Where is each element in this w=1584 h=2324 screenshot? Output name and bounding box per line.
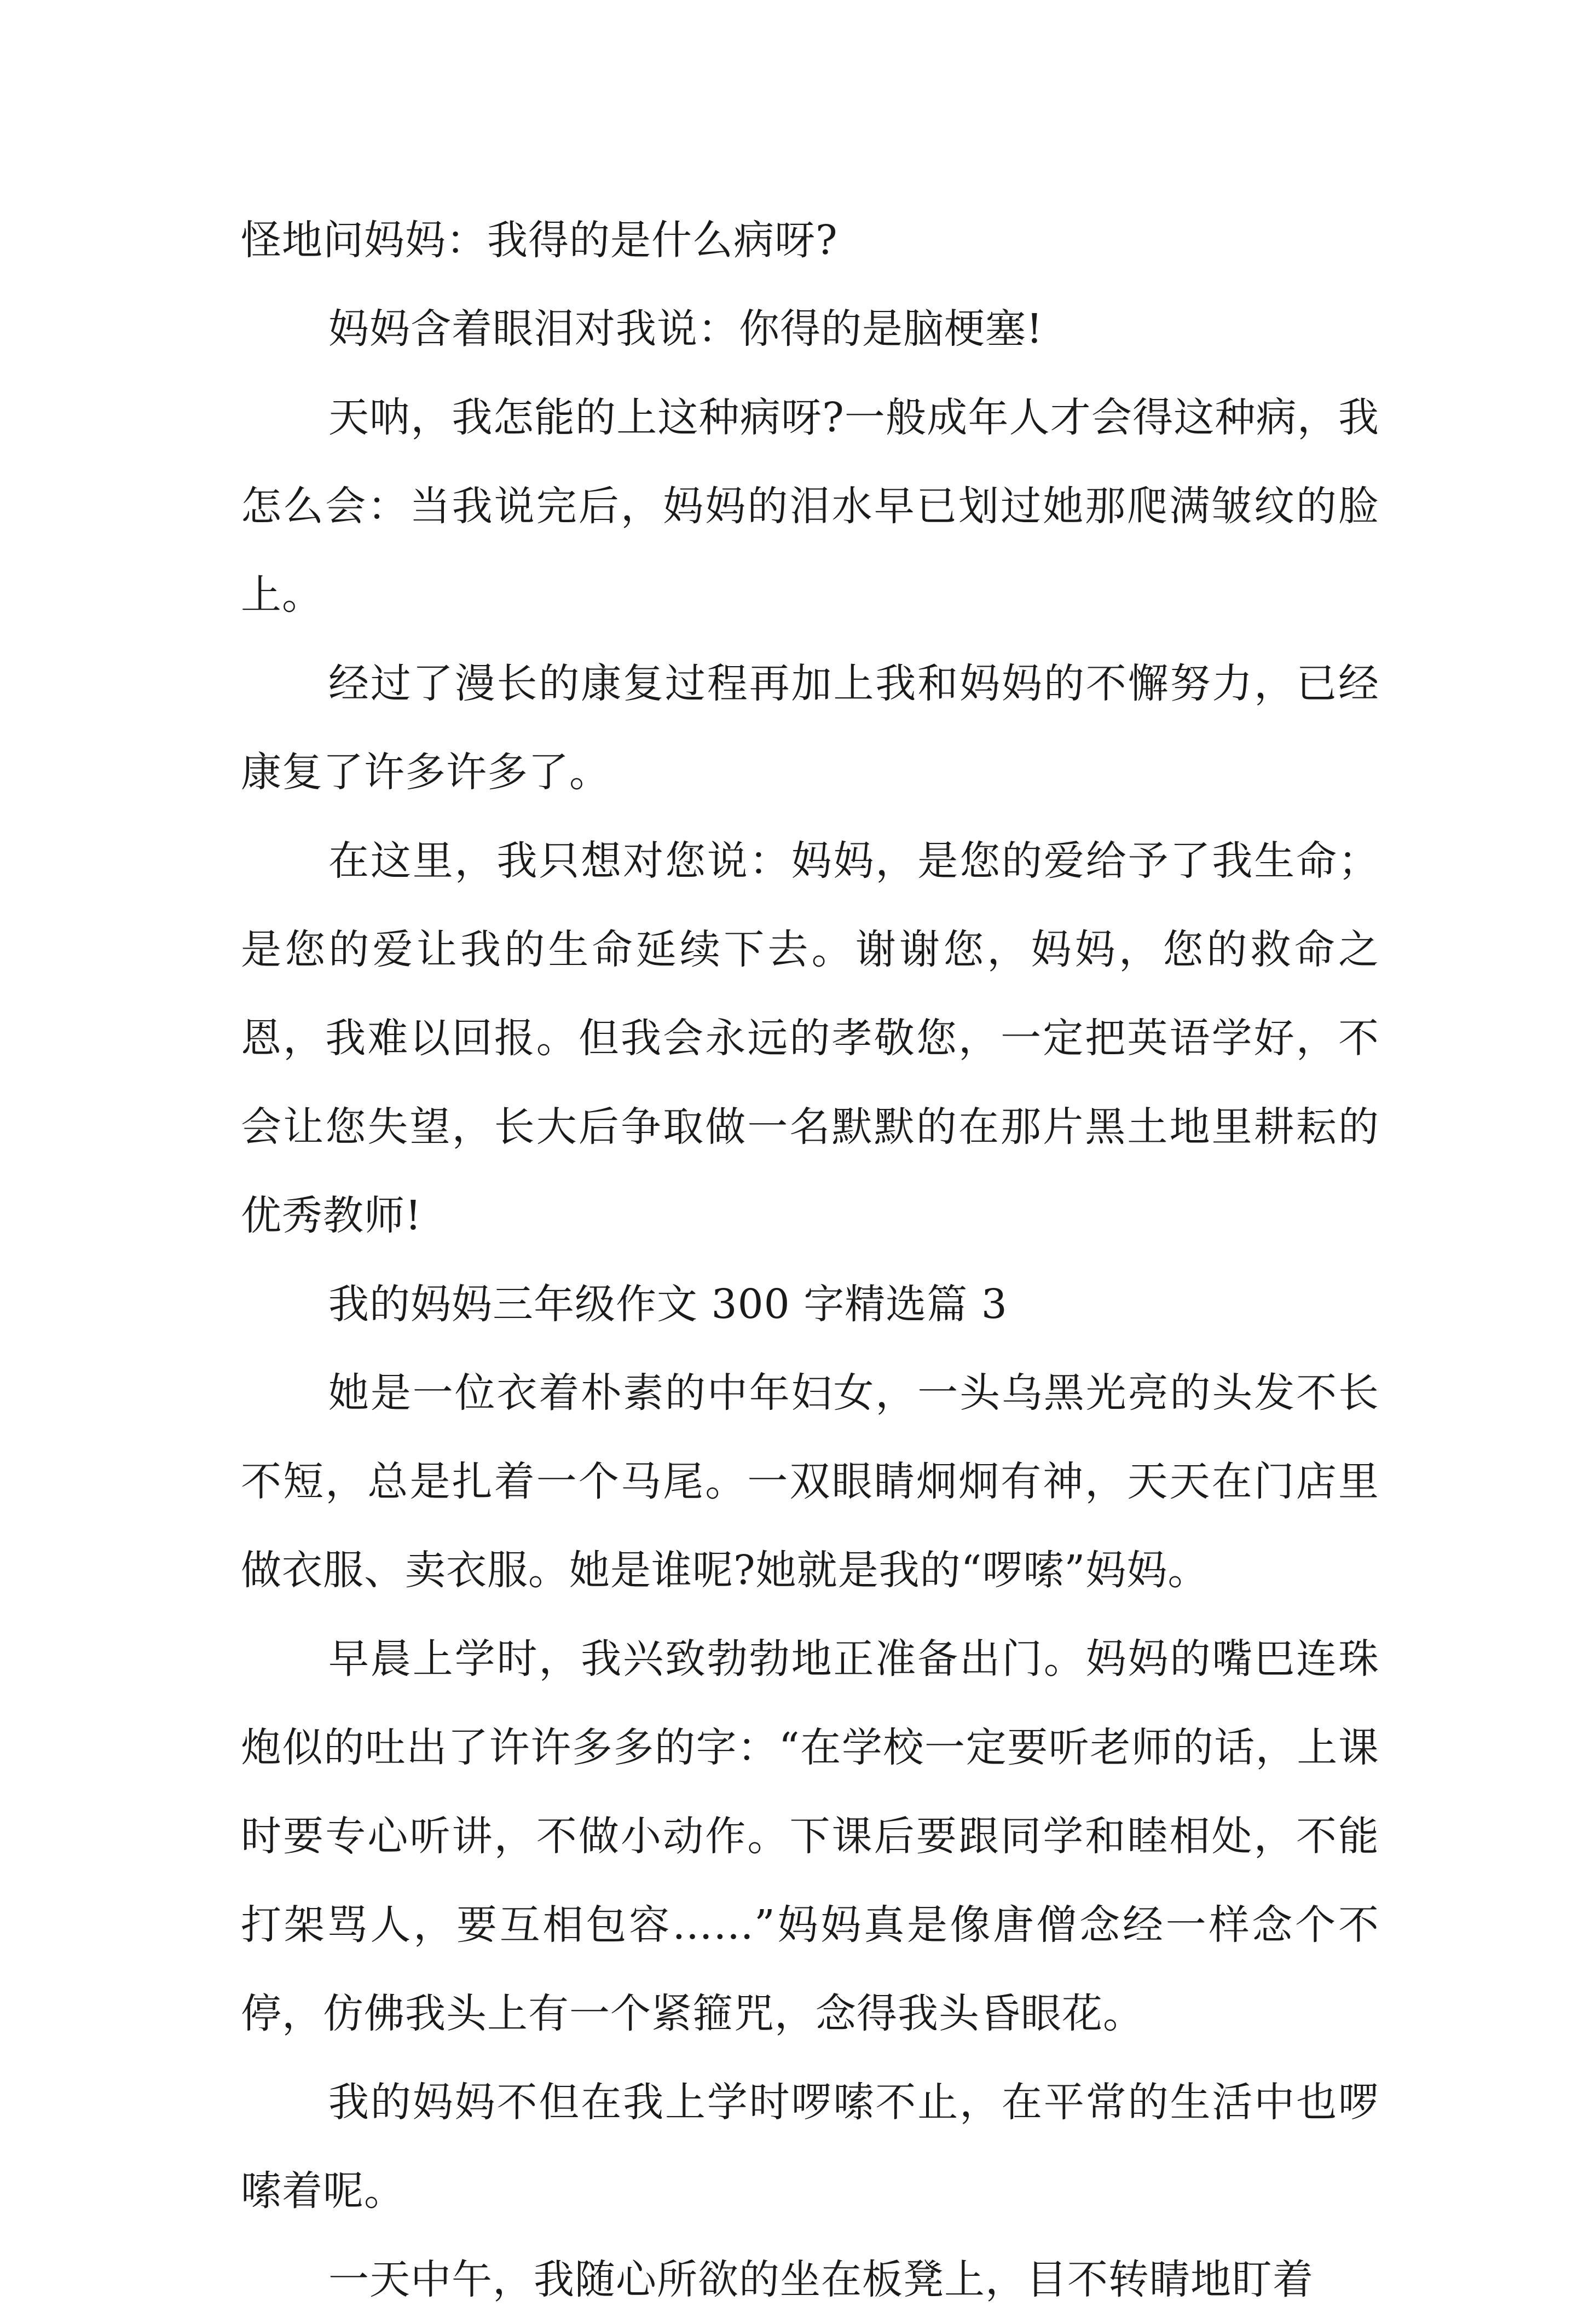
section-title: 我的妈妈三年级作文 300 字精选篇 3: [328, 1281, 1008, 1328]
paragraph-5: 在这里，我只想对您说：妈妈，是您的爱给予了我生命；是您的爱让我的生命延续下去。谢谢您，妈妈，您的救命之恩，我难以回报。但我会永远的孝敬您，一定把英语学好，不会让您失望，长大后争取做一名默默的在那片黑土地里耕耘的优秀教师!: [241, 837, 1379, 1239]
paragraph-4: 经过了漫长的康复过程再加上我和妈妈的不懈努力，已经康复了许多许多了。: [241, 660, 1379, 796]
paragraph-8: 早晨上学时，我兴致勃勃地正准备出门。妈妈的嘴巴连珠炮似的吐出了许许多多的字：“在学校一定要听老师的话，上课时要专心听讲，不做小动作。下课后要跟同学和睦相处，不能打架骂人，要互相包容……”妈妈真是像唐僧念经一样念个不停，仿佛我头上有一个紧箍咒，念得我头昏眼花。: [241, 1635, 1379, 2037]
paragraph-9: 我的妈妈不但在我上学时啰嗦不止，在平常的生活中也啰嗦着呢。: [241, 2079, 1379, 2215]
paragraph-1: 怪地问妈妈：我得的是什么病呀?: [241, 217, 838, 264]
paragraph-2: 妈妈含着眼泪对我说：你得的是脑梗塞!: [328, 305, 1043, 352]
paragraph-3: 天呐，我怎能的上这种病呀?一般成年人才会得这种病，我怎么会：当我说完后，妈妈的泪水早已划过她那爬满皱纹的脸上。: [241, 394, 1379, 618]
article-body: [241, 196, 1379, 2324]
paragraph-7: 她是一位衣着朴素的中年妇女，一头乌黑光亮的头发不长不短，总是扎着一个马尾。一双眼睛炯炯有神，天天在门店里做衣服、卖衣服。她是谁呢?她就是我的“啰嗦”妈妈。: [241, 1369, 1379, 1594]
paragraph-10: 一天中午，我随心所欲的坐在板凳上，目不转睛地盯着: [328, 2256, 1314, 2303]
